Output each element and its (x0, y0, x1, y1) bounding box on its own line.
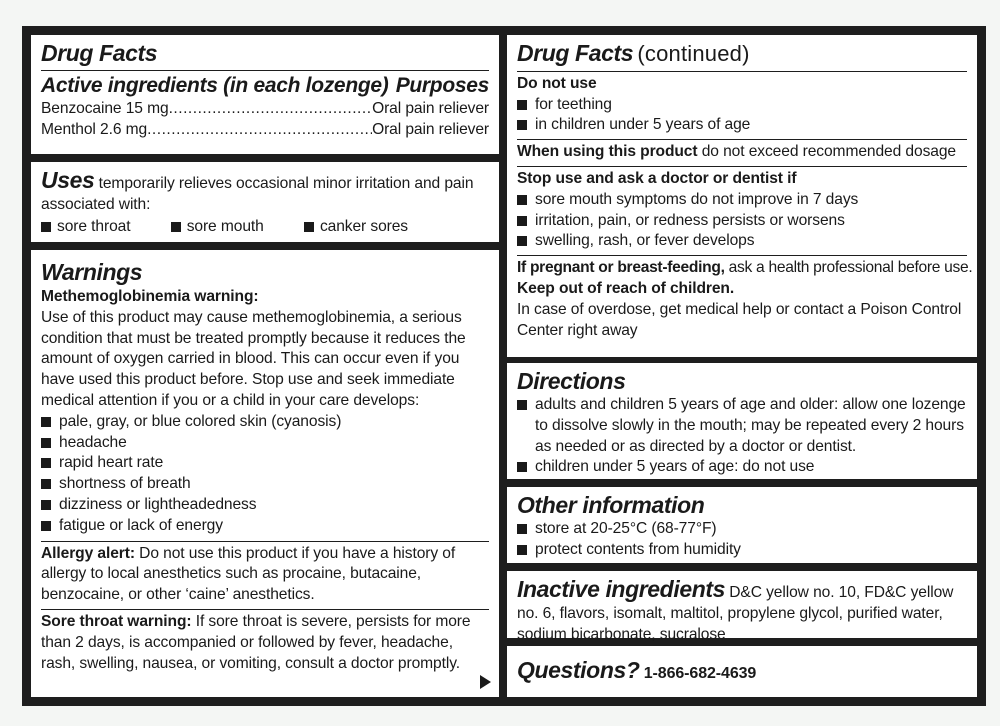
continued-label: (continued) (637, 41, 750, 66)
ingredient-row (41, 99, 489, 120)
warning-bullet: shortness of breath (41, 474, 489, 495)
directions-bullet: adults and children 5 years of age and older: allow one lozenge to dissolve slowly in the mouth; may be repeated every 2 hours as needed or as directed by a doctor or dentist. (517, 395, 967, 457)
ingredient-purpose: Oral pain reliever (372, 100, 489, 117)
warning-bullet: pale, gray, or blue colored skin (cyanosis) (41, 412, 489, 433)
pregnant-warning: If pregnant or breast-feeding, ask a health professional before use. (517, 259, 973, 277)
uses-bullet: sore throat (41, 217, 130, 238)
warning-bullet: rapid heart rate (41, 453, 489, 474)
warning-bullet: fatigue or lack of energy (41, 516, 489, 537)
inactive-ingredients-text: D&C yellow no. 10, FD&C yellow no. 6, flavors, isomalt, maltitol, propylene glycol, purified water, sodium bicarbonate, sucralose (517, 584, 954, 643)
directions-heading: Directions (517, 368, 626, 394)
warning-bullet: dizziness or lightheadedness (41, 495, 489, 516)
other-information-heading: Other information (517, 492, 705, 518)
continued-box (507, 35, 977, 357)
directions-box (507, 363, 977, 479)
keep-out-heading: Keep out of reach of children. (517, 279, 735, 297)
uses-box (31, 162, 499, 242)
ingredient-row (41, 120, 489, 141)
ingredient-name: Benzocaine 15 mg (41, 100, 169, 117)
uses-bullet: canker sores (304, 217, 408, 238)
questions-heading: Questions? (517, 657, 640, 683)
do-not-use-bullet: for teething (517, 95, 967, 116)
do-not-use-bullet: in children under 5 years of age (517, 115, 967, 136)
warnings-box (31, 250, 499, 697)
do-not-use-heading: Do not use (517, 74, 597, 92)
stop-use-bullet: swelling, rash, or fever develops (517, 231, 967, 252)
continued-arrow-icon (480, 675, 491, 689)
drug-facts-title: Drug Facts (41, 40, 158, 66)
when-using: When using this product do not exceed recommended dosage (517, 143, 956, 161)
inactive-ingredients-heading: Inactive ingredients (517, 576, 726, 602)
inactive-ingredients-box (507, 571, 977, 643)
drug-facts-panel (22, 26, 986, 706)
uses-heading: Uses (41, 167, 95, 193)
methemoglobinemia-heading: Methemoglobinemia warning: (41, 288, 259, 305)
stop-use-heading: Stop use and ask a doctor or dentist if (517, 169, 797, 187)
allergy-alert: Allergy alert: Do not use this product if you have a history of allergy to local anesthetics such as procaine, butacaine, benzocaine, or other ‘caine’ anesthetics. (41, 544, 456, 604)
uses-text: temporarily relieves occasional minor irritation and pain associated with: (41, 175, 474, 213)
drug-facts-continued-title: Drug Facts (517, 40, 634, 66)
questions-phone: 1-866-682-4639 (643, 665, 757, 682)
warning-bullet: headache (41, 433, 489, 454)
ingredient-purpose: Oral pain reliever (372, 120, 489, 138)
other-bullet: store at 20-25°C (68-77°F) (517, 519, 967, 540)
active-ingredients-box (31, 35, 499, 154)
questions-box (507, 646, 977, 697)
directions-bullet: children under 5 years of age: do not use (517, 457, 967, 478)
sore-throat-warning: Sore throat warning: If sore throat is severe, persists for more than 2 days, is accompanied or followed by fever, headache, rash, swelling, nausea, or vomiting, consult a doctor promptly. (41, 612, 471, 672)
warnings-heading: Warnings (41, 259, 143, 285)
active-ingredients-heading: Active ingredients (in each lozenge) (41, 74, 389, 97)
stop-use-bullet: irritation, pain, or redness persists or worsens (517, 211, 967, 232)
methemoglobinemia-text: Use of this product may cause methemoglobinemia, a serious condition that must be treated promptly because it reduces the amount of oxygen carried in blood. This can occur even if you have used this product before. Stop use and seek immediate medical attention if you or a child in your care develops: (41, 308, 466, 409)
stop-use-bullet: sore mouth symptoms do not improve in 7 days (517, 190, 967, 211)
keep-out-text: In case of overdose, get medical help or contact a Poison Control Center right away (517, 300, 962, 339)
ingredient-name: Menthol 2.6 mg (41, 120, 148, 138)
other-bullet: protect contents from humidity (517, 540, 967, 561)
purposes-heading: Purposes (395, 74, 489, 97)
uses-bullet: sore mouth (171, 217, 264, 238)
other-information-box (507, 487, 977, 563)
